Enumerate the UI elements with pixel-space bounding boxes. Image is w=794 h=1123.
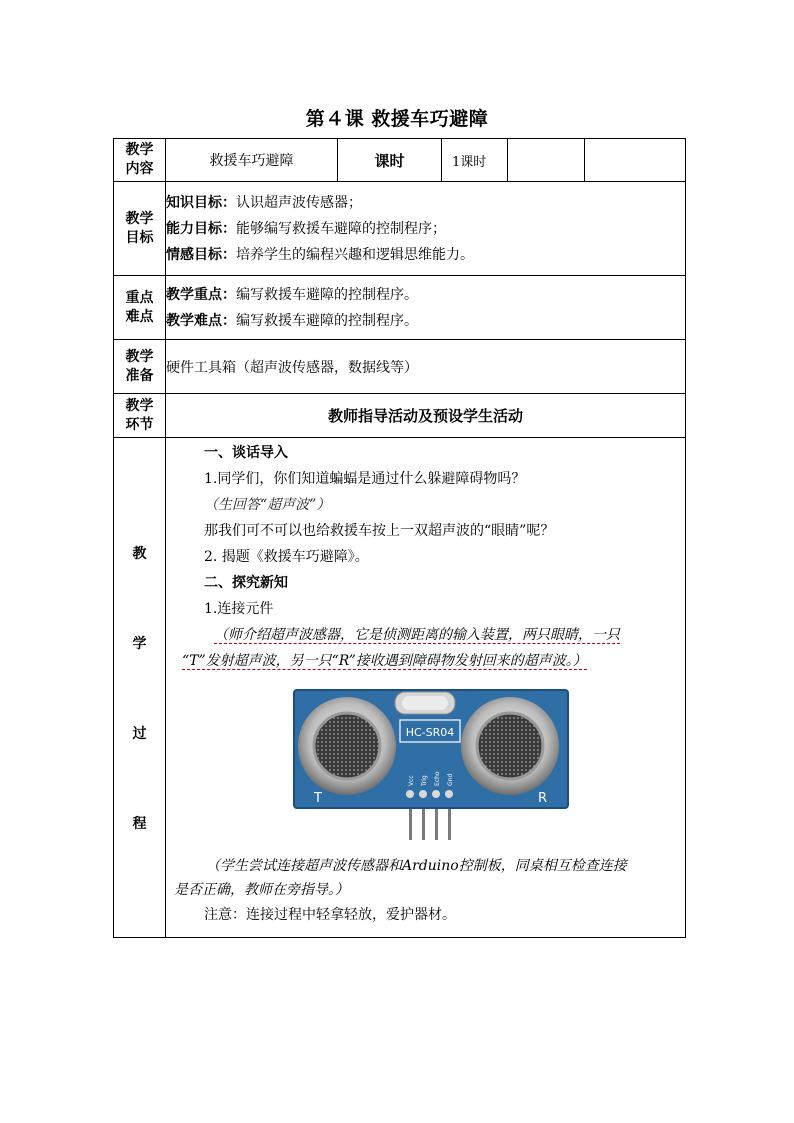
ultrasonic-sensor-drawing <box>292 688 572 844</box>
objective-ability: 能力目标：能够编写救援车避障的控制程序； <box>166 220 446 237</box>
empty-cell <box>585 139 686 182</box>
label-stage: 教学环节 <box>114 394 166 438</box>
process-cell <box>166 438 686 938</box>
preparation-text: 硬件工具箱（超声波传感器，数据线等） <box>166 340 686 394</box>
teacher-intro-line-1: （师介绍超声波感器，它是侦测距离的输入装置，两只眼睛，一只 <box>214 627 620 643</box>
label-preparation: 教学准备 <box>114 340 166 394</box>
objective-knowledge: 知识目标：认识超声波传感器； <box>166 194 362 211</box>
question-eyes: 那我们可不可以也给救援车按上一双超声波的“眼睛”呢？ <box>204 523 555 539</box>
key-point: 教学重点：编写救援车避障的控制程序。 <box>166 286 418 303</box>
difficult-point: 教学难点：编写救援车避障的控制程序。 <box>166 312 418 329</box>
key-points-cell <box>166 276 686 340</box>
row-preparation <box>114 340 686 394</box>
step-connect: 1.连接元件 <box>204 601 274 617</box>
sensor-t-mark: T <box>314 791 322 806</box>
label-objectives: 教学目标 <box>114 182 166 276</box>
pin-label-gnd: Gnd <box>447 773 454 786</box>
label-key-points: 重点难点 <box>114 276 166 340</box>
lesson-table <box>113 138 686 938</box>
row-content <box>114 139 686 182</box>
label-content: 教学内容 <box>114 139 166 182</box>
empty-cell <box>508 139 585 182</box>
stage-header: 教师指导活动及预设学生活动 <box>166 394 686 438</box>
section-explore-title: 二、探究新知 <box>204 575 288 591</box>
reveal-topic: 2. 揭题《救援车巧避障》。 <box>204 549 369 565</box>
pin-label-vcc: Vcc <box>408 775 415 786</box>
hours-value: 1课时 <box>442 139 508 182</box>
sensor-model-label: HC-SR04 <box>405 726 455 739</box>
page-title: 第４课 救援车巧避障 <box>305 108 489 130</box>
student-answer: （生回答“超声波”） <box>204 497 331 513</box>
row-stage <box>114 394 686 438</box>
row-process <box>114 438 686 938</box>
caution-note: 注意：连接过程中轻拿轻放，爱护器材。 <box>204 907 456 923</box>
pin-label-echo: Echo <box>434 771 441 786</box>
ultrasonic-sensor-image <box>292 688 572 844</box>
student-activity: （学生尝试连接超声波传感器和Arduino控制板，同桌相互检查连接 是否正确，教师在旁指导。） <box>174 858 627 898</box>
teacher-intro-line-2: “T”发射超声波，另一只“R”接收遇到障碍物发射回来的超声波。） <box>182 653 587 669</box>
row-objectives <box>114 182 686 276</box>
label-process: 教 学 过 程 <box>114 438 166 938</box>
objective-emotion: 情感目标：培养学生的编程兴趣和逻辑思维能力。 <box>166 246 474 263</box>
content-value: 救援车巧避障 <box>166 139 338 182</box>
hours-label: 课时 <box>338 139 442 182</box>
row-key-points <box>114 276 686 340</box>
question-bat: 1.同学们，你们知道蝙蝠是通过什么躲避障碍物吗？ <box>204 471 526 487</box>
section-intro-title: 一、谈话导入 <box>204 445 288 461</box>
objectives-cell <box>166 182 686 276</box>
sensor-r-mark: R <box>538 791 548 806</box>
pin-label-trig: Trig <box>421 775 428 786</box>
